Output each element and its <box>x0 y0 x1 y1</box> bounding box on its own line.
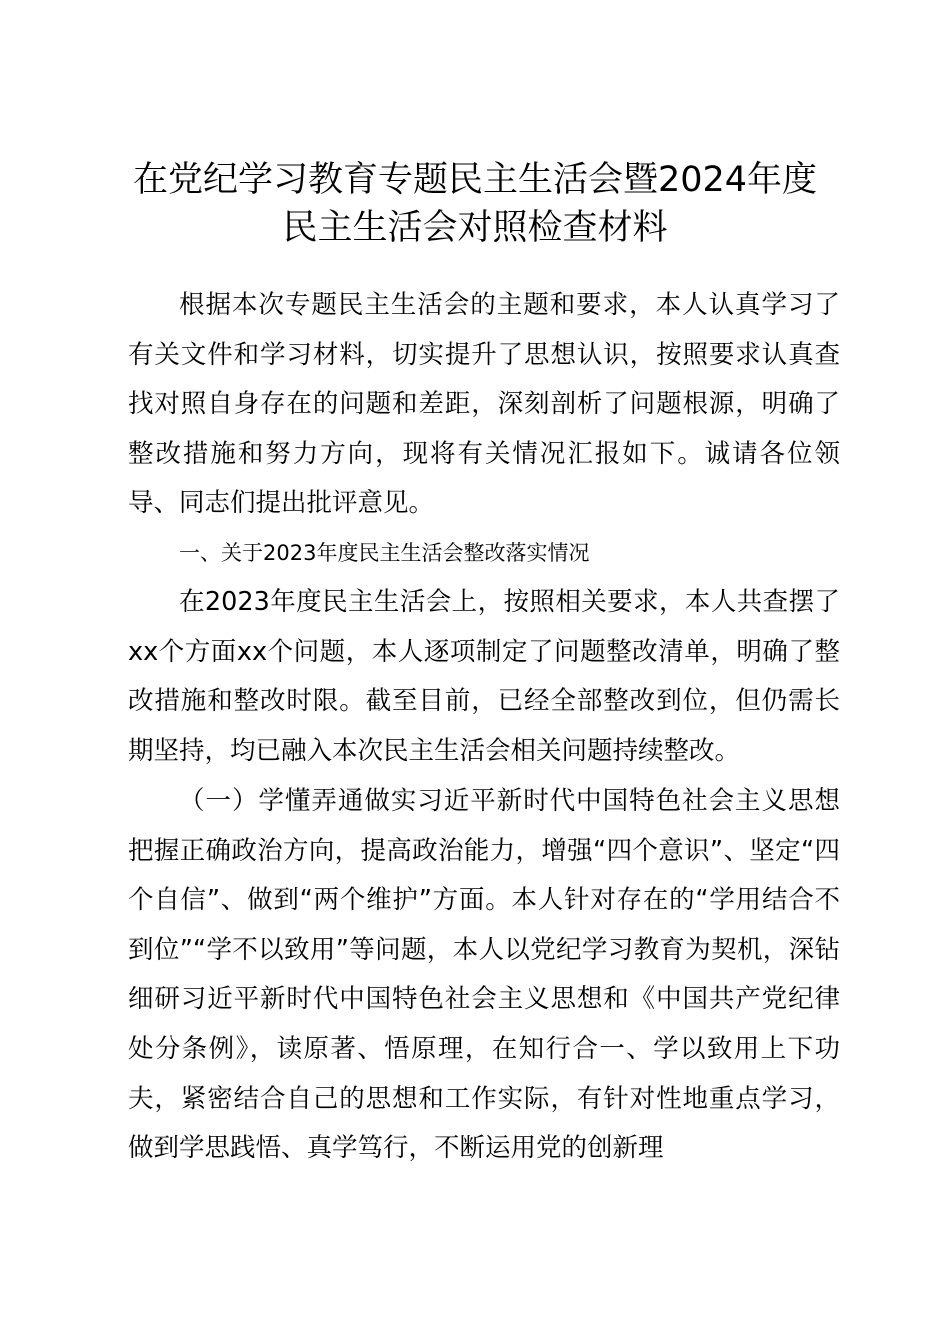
intro-paragraph: 根据本次专题民主生活会的主题和要求，本人认真学习了有关文件和学习材料，切实提升了思想认识，按照要求认真查找对照自身存在的问题和差距，深刻剖析了问题根源，明确了整改措施和努力方向，现将有关情况汇报如下。诚请各位领导、同志们提出批评意见。 <box>128 290 840 519</box>
document-title-line-2: 民主生活会对照检查材料 <box>282 208 668 248</box>
section-heading-1: 一、关于2023年度民主生活会整改落实情况 <box>179 541 590 565</box>
document-title-line-1: 在党纪学习教育专题民主生活会暨2024年度 <box>132 160 818 200</box>
subsection-paragraph-1: （一）学懂弄通做实习近平新时代中国特色社会主义思想把握正确政治方向，提高政治能力，增强“四个意识”、坚定“四个自信”、做到“两个维护”方面。本人针对存在的“学用结合不到位”“学不以致用”等问题，本人以党纪学习教育为契机，深钻细研习近平新时代中国特色社会主义思想和《中国共产党纪律处分条例》，读原著、悟原理，在知行合一、学以致用上下功夫，紧密结合自己的思想和工作实际，有针对性地重点学习，做到学思践悟、真学笃行，不断运用党的创新理 <box>128 786 840 1164</box>
rectification-paragraph: 在2023年度民主生活会上，按照相关要求，本人共查摆了xx个方面xx个问题，本人逐项制定了问题整改清单，明确了整改措施和整改时限。截至目前，已经全部整改到位，但仍需长期坚持，均已融入本次民主生活会相关问题持续整改。 <box>128 587 840 766</box>
